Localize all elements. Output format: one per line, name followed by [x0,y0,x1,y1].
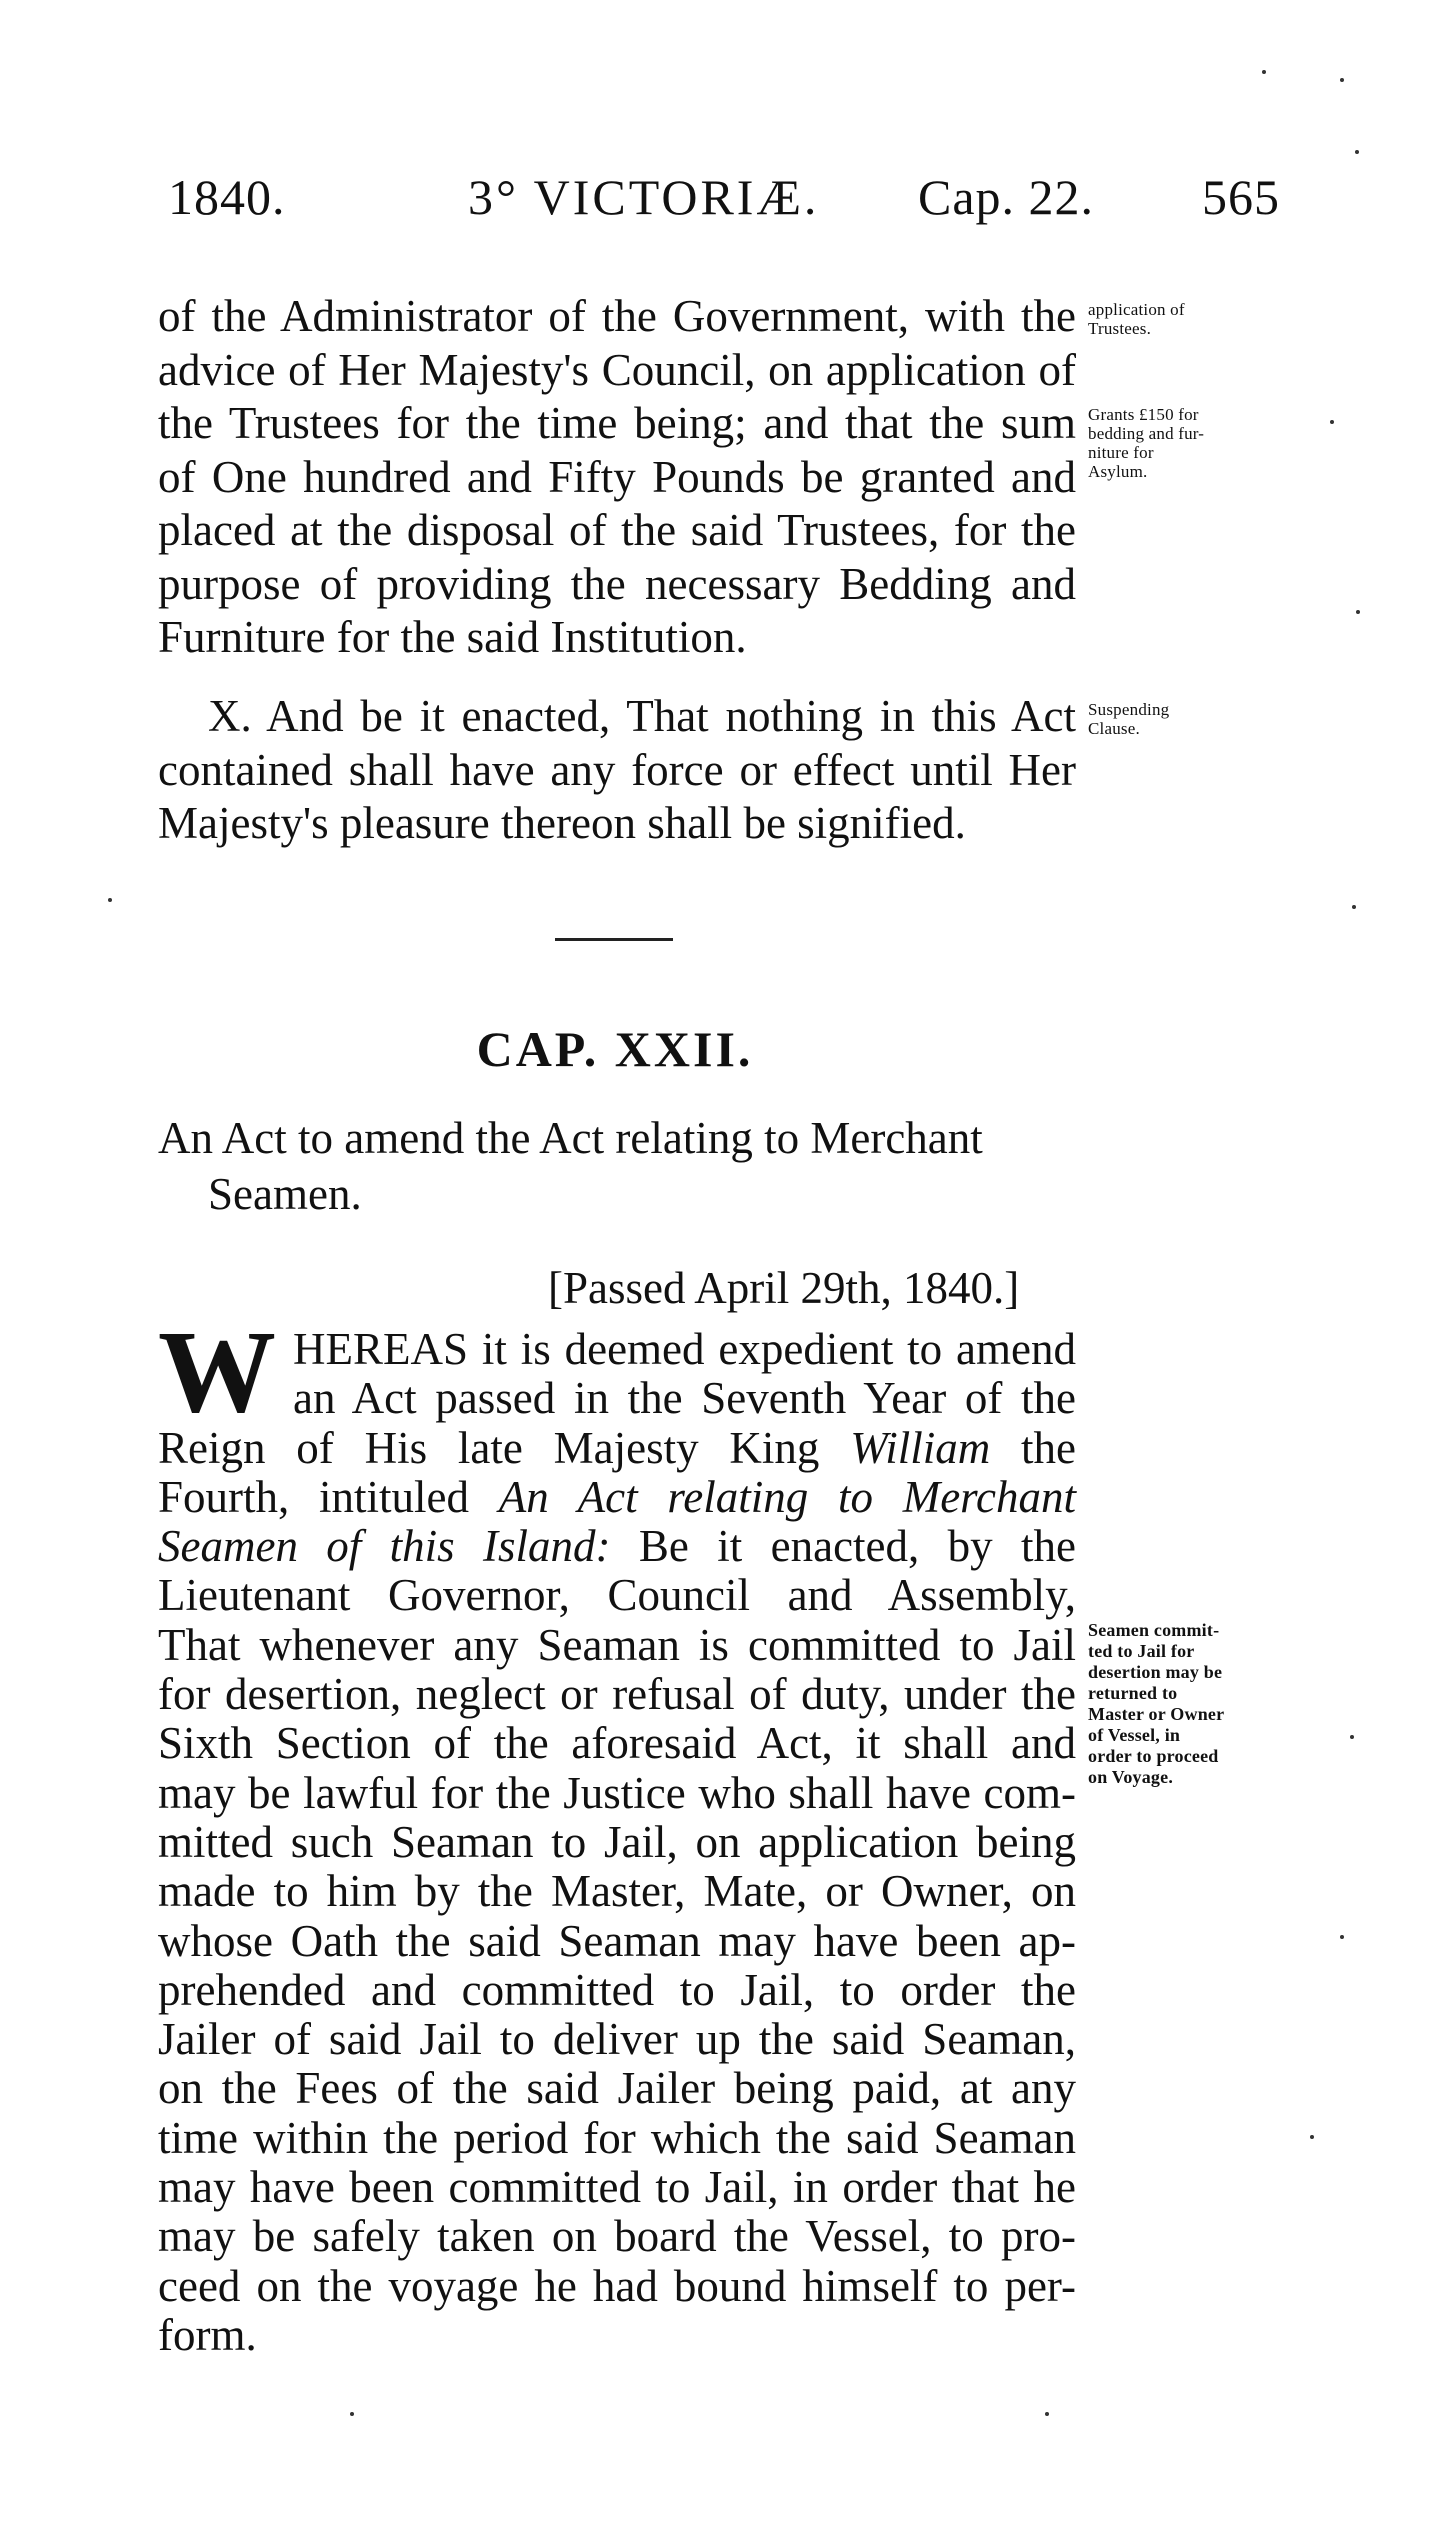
scan-speck [1340,1935,1344,1939]
margin-note-seamen [1088,1620,1288,1788]
text-line: HEREAS it is deemed expedient to amend [293,1324,1076,1374]
italic-act-title: Seamen of this Island: [158,1521,611,1572]
text-line: X. And be it enacted, That nothing in this Act [208,691,1076,741]
margin-note-line: application of [1088,300,1185,319]
margin-note-line: returned to [1088,1683,1178,1703]
scan-speck [108,898,112,902]
running-head-year: 1840. [168,169,286,225]
text-line: purpose of providing the necessary Bedding and [158,558,1076,609]
margin-note-grants [1088,405,1288,481]
scan-speck [1340,78,1344,82]
chapter-heading: CAP. XXII. [476,1021,754,1077]
scan-speck [1355,150,1359,154]
text-run: Be it enacted, by the [610,1521,1076,1572]
margin-note-line: Asylum. [1088,462,1148,481]
text-line: advice of Her Majesty's Council, on application of [158,344,1076,395]
margin-note-line: Master or Owner [1088,1704,1225,1724]
text-line: of One hundred and Fifty Pounds be granted and [158,451,1076,502]
text-line [158,1424,1076,1473]
margin-note-line: Trustees. [1088,319,1152,338]
margin-note-line: bedding and fur- [1088,424,1205,443]
scan-speck [1330,420,1334,424]
text-line: placed at the disposal of the said Trustees, for the [158,505,1076,555]
text-line: an Act passed in the Seventh Year of the [293,1373,1076,1424]
text-line: may be safely taken on board the Vessel, to pro- [158,2211,1076,2262]
text-line: for desertion, neglect or refusal of duty, under the [158,1669,1076,1720]
act-title-line: Seamen. [208,1169,362,1219]
page-number: 565 [1202,169,1280,225]
act-title-line: An Act to amend the Act relating to Merchant [158,1113,983,1163]
scan-speck [350,2412,354,2416]
text-run: Fourth, intituled [158,1471,499,1522]
margin-note-line: order to proceed [1088,1746,1219,1766]
text-line: Lieutenant Governor, Council and Assembly, [158,1570,1076,1621]
act-body [158,1325,1076,2360]
section-divider [555,938,673,941]
section-x-paragraph [158,690,1076,851]
scan-speck [1045,2412,1049,2416]
act-title [158,1110,1076,1222]
margin-note-line: Suspending [1088,700,1170,719]
scan-speck [1350,1735,1354,1739]
margin-note-line: Seamen commit- [1088,1620,1220,1640]
passed-date: [Passed April 29th, 1840.] [548,1263,1020,1313]
italic-act-title: An Act relating to Merchant [498,1471,1076,1522]
margin-note-line: niture for [1088,443,1154,462]
text-line: on the Fees of the said Jailer being paid, at any [158,2063,1076,2114]
text-line: Majesty's pleasure thereon shall be signified. [158,798,966,848]
margin-note-line: desertion may be [1088,1662,1223,1682]
text-line [158,1473,1076,1522]
scan-speck [1310,2135,1314,2139]
text-run: the [990,1422,1076,1473]
margin-note-line: Grants £150 for [1088,405,1199,424]
text-line: ceed on the voyage he had bound himself to per- [158,2260,1076,2311]
text-line: Jailer of said Jail to deliver up the said Seaman, [158,2014,1076,2065]
scan-speck [1352,905,1356,909]
text-line: Sixth Section of the aforesaid Act, it shall and [158,1718,1076,1769]
margin-note-line: Clause. [1088,719,1140,738]
running-head-reign: 3° VICTORIÆ. [468,169,820,225]
margin-note-line: of Vessel, in [1088,1725,1181,1745]
text-line [158,1522,1076,1571]
text-line: mitted such Seaman to Jail, on application being [158,1816,1076,1867]
text-line: may have been committed to Jail, in order that he [158,2162,1076,2213]
text-line: prehended and committed to Jail, to order the [158,1964,1076,2015]
text-line: made to him by the Master, Mate, or Owner, on [158,1866,1076,1917]
text-line: time within the period for which the said Seaman [158,2112,1076,2163]
text-line: contained shall have any force or effect until Her [158,744,1076,795]
running-head-chapter: Cap. 22. [918,169,1095,225]
italic-name: William [850,1422,991,1473]
text-line: may be lawful for the Justice who shall have com- [158,1767,1076,1818]
margin-note-trustees [1088,300,1288,338]
scan-speck [1356,610,1360,614]
text-line: whose Oath the said Seaman may have been ap- [158,1915,1076,1966]
margin-note-line: ted to Jail for [1088,1641,1195,1661]
margin-note-line: on Voyage. [1088,1767,1174,1787]
text-line: form. [158,2309,257,2360]
drop-cap: W [158,1306,276,1437]
section-ix-paragraph [158,290,1076,665]
text-line: Furniture for the said Institution. [158,612,747,662]
text-line: of the Administrator of the Government, with the [158,291,1076,341]
margin-note-suspending-clause [1088,700,1288,738]
text-line: the Trustees for the time being; and that the sum [158,398,1076,448]
scan-speck [1262,70,1266,74]
text-run: Reign of His late Majesty King [158,1422,851,1473]
text-line: That whenever any Seaman is committed to Jail [158,1619,1076,1670]
